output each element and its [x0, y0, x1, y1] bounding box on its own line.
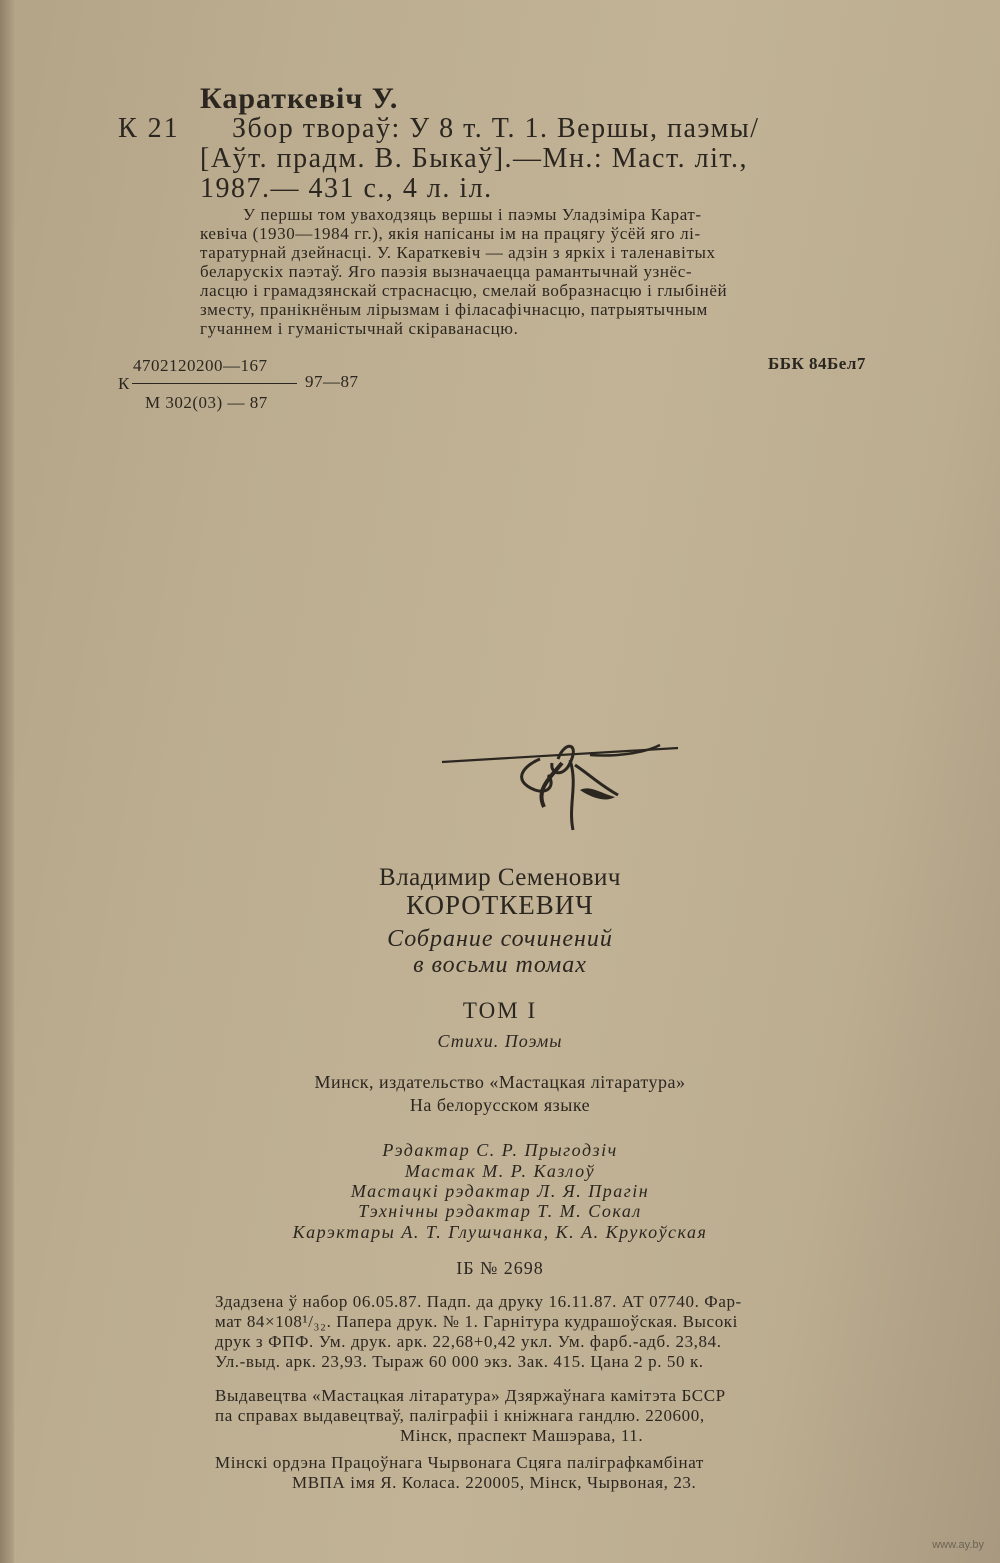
printer-line: Мінскі ордэна Працоўнага Чырвонага Сцяга паліграфкамбінат [215, 1453, 704, 1472]
volume-genre: Стихи. Поэмы [437, 1031, 563, 1051]
credit-line: Тэхнічны рэдактар Т. М. Сокал [358, 1201, 642, 1221]
collection-subtitle: в восьми томах [413, 952, 587, 978]
bbk-code: ББК 84Бел7 [768, 354, 866, 373]
author-name: Владимир Семенович [379, 864, 621, 891]
publisher-line: Минск, издательство «Мастацкая літаратура» [314, 1072, 686, 1092]
publisher-address-line: па справах выдавецтваў, паліграфіі і кніжнага гандлю. 220600, [215, 1406, 705, 1425]
printer-line: МВПА імя Я. Коласа. 220005, Мінск, Чырвоная, 23. [292, 1473, 697, 1492]
publisher-address-line: Мінск, праспект Машэрава, 11. [400, 1426, 644, 1445]
annotation-line: кевіча (1930—1984 гг.), якія напісаны ім на працягу ўсёй яго лі- [200, 224, 701, 243]
isbn-code-suffix: 97—87 [305, 372, 359, 391]
catalog-author-heading: Караткевіч У. [200, 82, 399, 115]
catalog-shelf-code: К 21 [118, 113, 180, 144]
publisher-address-line: Выдавецтва «Мастацкая літаратура» Дзяржаўнага камітэта БССР [215, 1386, 726, 1405]
ib-number: ІБ № 2698 [456, 1258, 544, 1278]
isbn-code-numerator: 4702120200—167 [133, 356, 268, 375]
annotation-line: У першы том уваходзяць вершы і паэмы Уладзіміра Карат- [243, 205, 702, 224]
collection-title: Собрание сочинений [387, 926, 613, 952]
catalog-title-line: [Аўт. прадм. В. Быкаў].—Мн.: Маст. літ., [200, 143, 748, 174]
credit-line: Мастак М. Р. Казлоў [404, 1161, 596, 1181]
flower-ornament-icon [440, 735, 685, 835]
imprint-line: мат 84×108¹/₃₂. Папера друк. № 1. Гарнітура кудрашоўская. Высокі [215, 1312, 738, 1331]
isbn-code-denominator: М 302(03) — 87 [145, 393, 268, 412]
annotation-line: беларускіх паэтаў. Яго паэзія вызначаецца рамантычнай узнёс- [200, 262, 693, 281]
language-line: На белорусском языке [409, 1095, 591, 1115]
credit-line: Рэдактар С. Р. Прыгодзіч [382, 1140, 618, 1160]
credit-line: Карэктары А. Т. Глушчанка, К. А. Крукоўская [292, 1222, 708, 1242]
author-surname: КОРОТКЕВИЧ [406, 890, 594, 920]
credit-line: Мастацкі рэдактар Л. Я. Прагін [350, 1181, 650, 1201]
volume-number: ТОМ I [462, 998, 538, 1023]
imprint-line: Здадзена ў набор 06.05.87. Падп. да друку 16.11.87. АТ 07740. Фар- [215, 1292, 742, 1311]
catalog-title-line: Збор твораў: У 8 т. Т. 1. Вершы, паэмы/ [232, 113, 760, 144]
annotation-line: таратурнай дзейнасці. У. Караткевіч — адзін з яркіх і таленавітых [200, 243, 716, 262]
annotation-line: гучаннем і гуманістычнай скіраванасцю. [200, 319, 519, 338]
isbn-code-k: К [118, 374, 130, 393]
code-fraction-line [132, 383, 297, 384]
annotation-line: зместу, пранікнёным лірызмам і філасафічнасцю, патрыятычным [200, 300, 708, 319]
annotation-line: ласцю і грамадзянскай страснасцю, смелай вобразнасцю і глыбінёй [200, 281, 728, 300]
watermark: www.ay.by [932, 1539, 984, 1551]
imprint-line: Ул.-выд. арк. 23,93. Тыраж 60 000 экз. Зак. 415. Цана 2 р. 50 к. [215, 1352, 704, 1371]
page-edge [0, 0, 14, 1563]
catalog-title-line: 1987.— 431 с., 4 л. іл. [200, 173, 493, 204]
imprint-line: друк з ФПФ. Ум. друк. арк. 22,68+0,42 укл. Ум. фарб.-адб. 23,84. [215, 1332, 722, 1351]
